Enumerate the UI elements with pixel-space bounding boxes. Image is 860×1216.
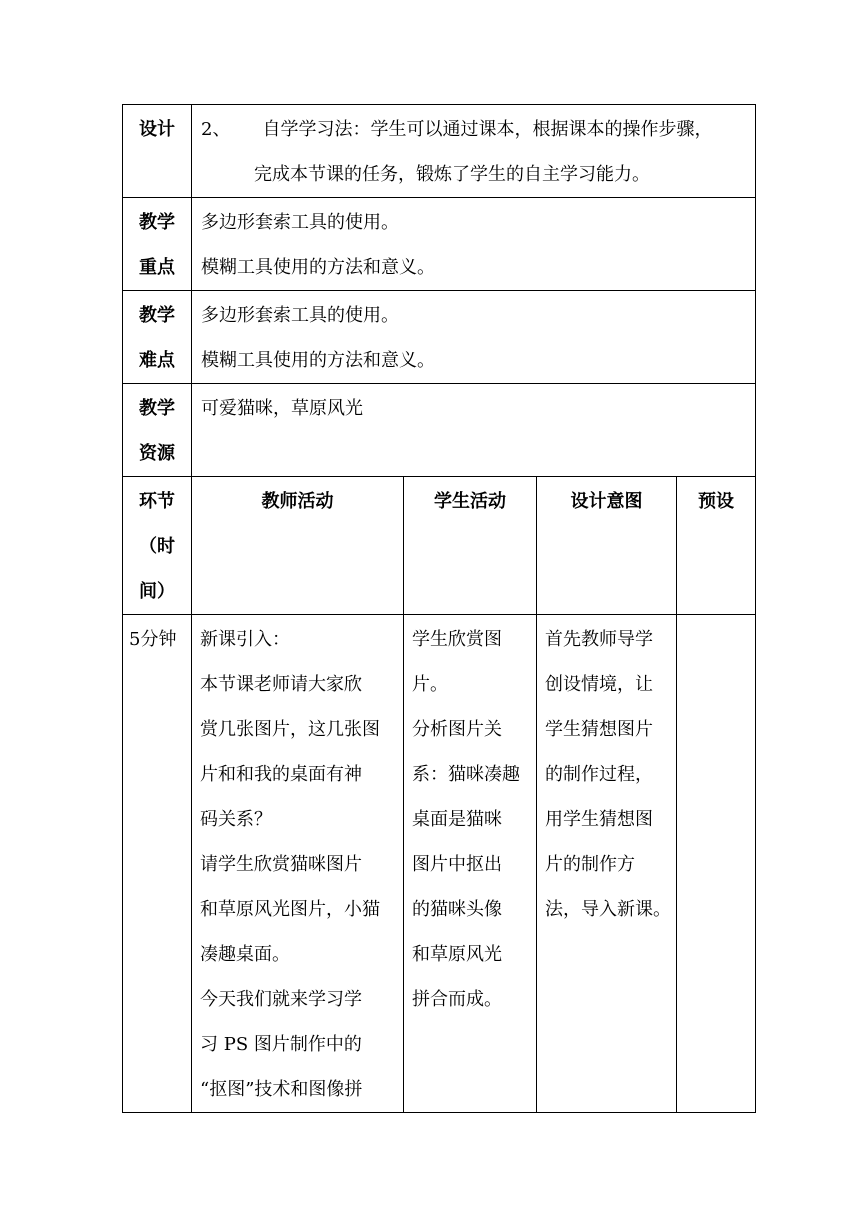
student-line: 的猫咪头像 — [412, 899, 502, 920]
intent-line: 的制作过程， — [545, 764, 653, 785]
activity-row — [123, 615, 756, 1113]
intent-line: 学生猜想图片 — [545, 719, 653, 740]
design-content — [192, 105, 756, 198]
activity-header-row — [123, 477, 756, 615]
intent-line: 片的制作方 — [545, 854, 635, 875]
teacher-activity-header: 教师活动 — [192, 477, 404, 615]
resource-1: 可爱猫咪，草原风光 — [201, 398, 363, 419]
design-line-1: 2、 自学学习法：学生可以通过课本，根据课本的操作步骤， — [201, 119, 713, 140]
teacher-line: 本节课老师请大家欣 — [200, 674, 362, 695]
preset-cell — [677, 615, 756, 1113]
teacher-line: 请学生欣赏猫咪图片 — [200, 854, 362, 875]
section-time-header: 环节 （时 间） — [123, 477, 192, 615]
design-intent-cell — [537, 615, 677, 1113]
intent-line: 创设情境，让 — [545, 674, 653, 695]
student-line: 系：猫咪凑趣 — [412, 764, 520, 785]
student-line: 学生欣赏图 — [412, 629, 502, 650]
teacher-line: 码关系？ — [200, 809, 272, 830]
key-point-2: 模糊工具使用的方法和意义。 — [201, 257, 435, 278]
difficulty-2: 模糊工具使用的方法和意义。 — [201, 350, 435, 371]
design-label: 设计 — [123, 105, 192, 198]
time-cell: 5分钟 — [123, 615, 192, 1113]
design-line-2: 完成本节课的任务，锻炼了学生的自主学习能力。 — [254, 164, 650, 185]
student-line: 片。 — [412, 674, 448, 695]
student-line: 图片中抠出 — [412, 854, 502, 875]
resources-content — [192, 384, 756, 477]
teacher-line: 今天我们就来学习学 — [200, 989, 362, 1010]
teacher-line: 新课引入： — [200, 629, 290, 650]
teacher-line: 赏几张图片，这几张图 — [200, 719, 380, 740]
teacher-line: 片和和我的桌面有神 — [200, 764, 362, 785]
difficulties-label: 教学 难点 — [123, 291, 192, 384]
student-activity-header: 学生活动 — [404, 477, 537, 615]
design-intent-header: 设计意图 — [537, 477, 677, 615]
student-line: 桌面是猫咪 — [412, 809, 502, 830]
difficulties-row — [123, 291, 756, 384]
key-points-row — [123, 198, 756, 291]
teacher-line: 和草原风光图片，小猫 — [200, 899, 380, 920]
teacher-line: 习 PS 图片制作中的 — [200, 1034, 362, 1055]
resources-row — [123, 384, 756, 477]
teacher-line: 凑趣桌面。 — [200, 944, 290, 965]
key-point-1: 多边形套索工具的使用。 — [201, 212, 399, 233]
intent-line: 法，导入新课。 — [545, 899, 671, 920]
resources-label: 教学 资源 — [123, 384, 192, 477]
intent-line: 用学生猜想图 — [545, 809, 653, 830]
design-row — [123, 105, 756, 198]
difficulties-content — [192, 291, 756, 384]
preset-header: 预设 — [677, 477, 756, 615]
student-line: 和草原风光 — [412, 944, 502, 965]
lesson-plan-table — [122, 104, 756, 1113]
difficulty-1: 多边形套索工具的使用。 — [201, 305, 399, 326]
key-points-label: 教学 重点 — [123, 198, 192, 291]
intent-line: 首先教师导学 — [545, 629, 653, 650]
key-points-content — [192, 198, 756, 291]
student-activity-cell — [404, 615, 537, 1113]
student-line: 拼合而成。 — [412, 989, 502, 1010]
student-line: 分析图片关 — [412, 719, 502, 740]
teacher-activity-cell — [192, 615, 404, 1113]
teacher-line: “抠图”技术和图像拼 — [200, 1079, 363, 1100]
